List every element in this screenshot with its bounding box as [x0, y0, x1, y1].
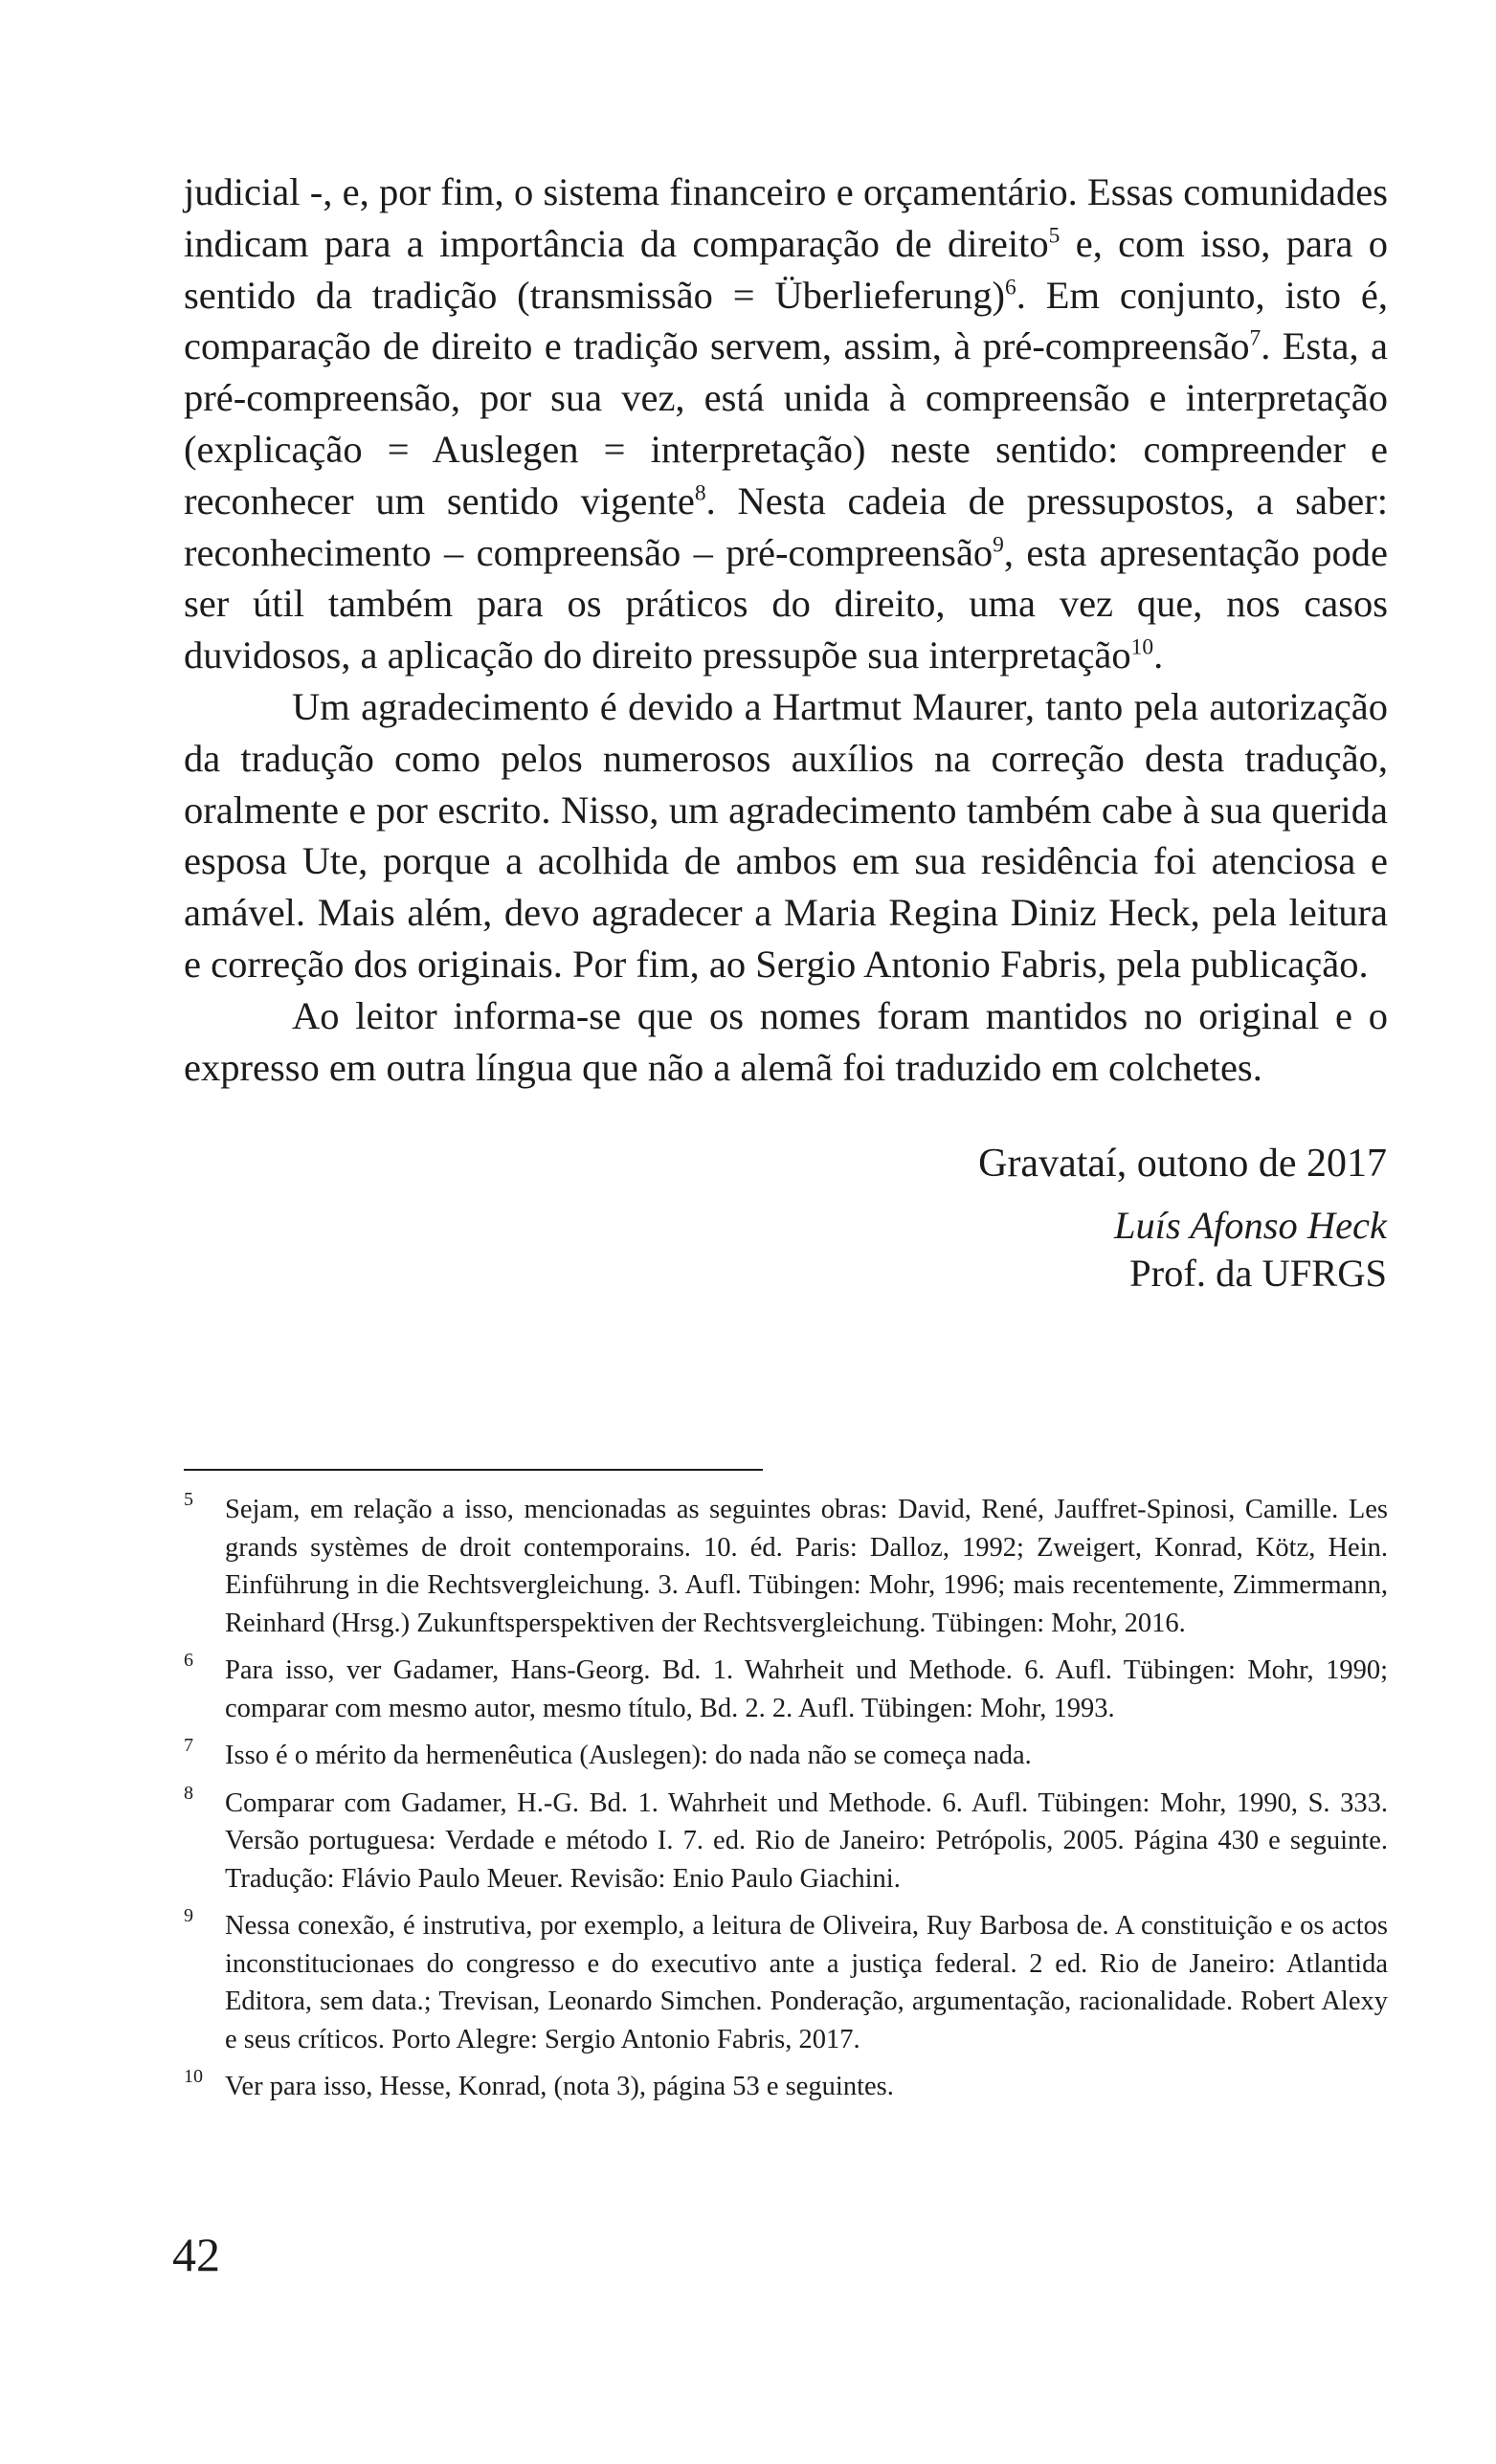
paragraph-acknowledgements: Um agradecimento é devido a Hartmut Maurer, tanto pela autorização da tradução como pelos numerosos auxílios na correção desta tradução, oralmente e por escrito. Nisso, um agradecimento também cabe à sua querida esposa Ute, porque a acolhida de ambos em sua residência foi atenciosa e amável. Mais além, devo agradecer a Maria Regina Diniz Heck, pela leitura e correção dos originais. Por fim, ao Sergio Antonio Fabris, pela publicação. — [184, 684, 1388, 986]
place-date: Gravataí, outono de 2017 — [978, 1142, 1387, 1186]
footnote-ref-5[interactable]: 5 — [1048, 223, 1061, 249]
footnote-10 — [184, 2068, 1388, 2106]
footnote-ref-6[interactable]: 6 — [1005, 275, 1016, 300]
footnote-6 — [184, 1652, 1388, 1727]
footnote-9 — [184, 1907, 1388, 2058]
footnote-ref-8[interactable]: 8 — [694, 480, 706, 506]
footnote-divider — [184, 1469, 763, 1471]
footnote-5 — [184, 1491, 1388, 1642]
footnote-number: 8 — [184, 1782, 193, 1804]
page-number: 42 — [172, 2228, 220, 2281]
footnote-7 — [184, 1737, 1388, 1775]
footnote-number: 7 — [184, 1735, 193, 1756]
footnote-number: 6 — [184, 1650, 193, 1671]
footnote-number: 5 — [184, 1489, 193, 1510]
author-name: Luís Afonso Heck — [1114, 1204, 1387, 1247]
footnote-text: Isso é o mérito da hermenêutica (Auslegen): do nada não se começa nada. — [225, 1741, 1032, 1770]
footnote-text: Sejam, em relação a isso, mencionadas as seguintes obras: David, René, Jauffret-Spinosi, Camille. Les grands systèmes de droit contemporains. 10. éd. Paris: Dalloz, 1992; Zweigert, Konrad, Kötz, Hein. Einführung in die Rechtsvergleichung. 3. Aufl. Tübingen: Mohr, 1996; mais recentemente, Zimmermann, Reinhard (Hrsg.) Zukunftsperspektiven der Rechtsvergleichung. Tübingen: Mohr, 2016. — [225, 1495, 1388, 1638]
footnote-text: Ver para isso, Hesse, Konrad, (nota 3), página 53 e seguintes. — [225, 2072, 894, 2101]
footnote-8 — [184, 1782, 1388, 1898]
footnote-number: 10 — [184, 2066, 203, 2087]
author-affiliation: Prof. da UFRGS — [1129, 1252, 1387, 1295]
signature-block — [1114, 1202, 1387, 1298]
footnote-number: 9 — [184, 1905, 193, 1926]
footnote-ref-10[interactable]: 10 — [1130, 634, 1154, 660]
footnote-text: Comparar com Gadamer, H.-G. Bd. 1. Wahrheit und Methode. 6. Aufl. Tübingen: Mohr, 1990, S. 333. Versão portuguesa: Verdade e método I. 7. ed. Rio de Janeiro: Petrópolis, 2005. Página 430 e seguinte. Tradução: Flávio Paulo Meuer. Revisão: Enio Paulo Giachini. — [225, 1787, 1388, 1894]
paragraph-reader-note: Ao leitor informa-se que os nomes foram mantidos no original e o expresso em outra língua que não a alemã foi traduzido em colchetes. — [184, 993, 1388, 1089]
footnote-text: Nessa conexão, é instrutiva, por exemplo, a leitura de Oliveira, Ruy Barbosa de. A constituição e os actos inconstitucionaes do congresso e do executivo ante a justiça federal. 2 ed. Rio de Janeiro: Atlantida Editora, sem data.; Trevisan, Leonardo Simchen. Ponderação, argumentação, racionalidade. Robert Alexy e seus críticos. Porto Alegre: Sergio Antonio Fabris, 2017. — [225, 1911, 1388, 2054]
footnote-text: Para isso, ver Gadamer, Hans-Georg. Bd. 1. Wahrheit und Methode. 6. Aufl. Tübingen: Mohr, 1990; comparar com mesmo autor, mesmo título, Bd. 2. 2. Aufl. Tübingen: Mohr, 1993. — [225, 1655, 1388, 1723]
footnotes — [184, 1491, 1388, 2116]
footnote-ref-7[interactable]: 7 — [1249, 325, 1262, 351]
footnote-ref-9[interactable]: 9 — [993, 532, 1004, 558]
main-text — [184, 166, 1388, 1093]
paragraph-continuation: judicial -, e, por fim, o sistema financeiro e orçamentário. Essas comunidades indicam para a importância da comparação de direito$^5$ e, com isso, para o sentido da tradição (transmissão = Überlieferung)$^6$. Em conjunto, isto é, comparação de direito e tradição servem, assim, à pré-compreensão$^7$. Esta, a pré-compreensão, por sua vez, está unida à compreensão e interpretação (explicação = Auslegen = interpretação) neste sentido: compreender e reconhecer um sentido vigente$^8$. Nesta cadeia de pressupostos, a saber: reconhecimento – compreensão – pré-compreensão$^9$, esta apresentação pode ser útil também para os práticos do direito, uma vez que, nos casos duvidosos, a aplicação do direito pressupõe sua interpretação$^{10}$. — [184, 170, 1388, 677]
